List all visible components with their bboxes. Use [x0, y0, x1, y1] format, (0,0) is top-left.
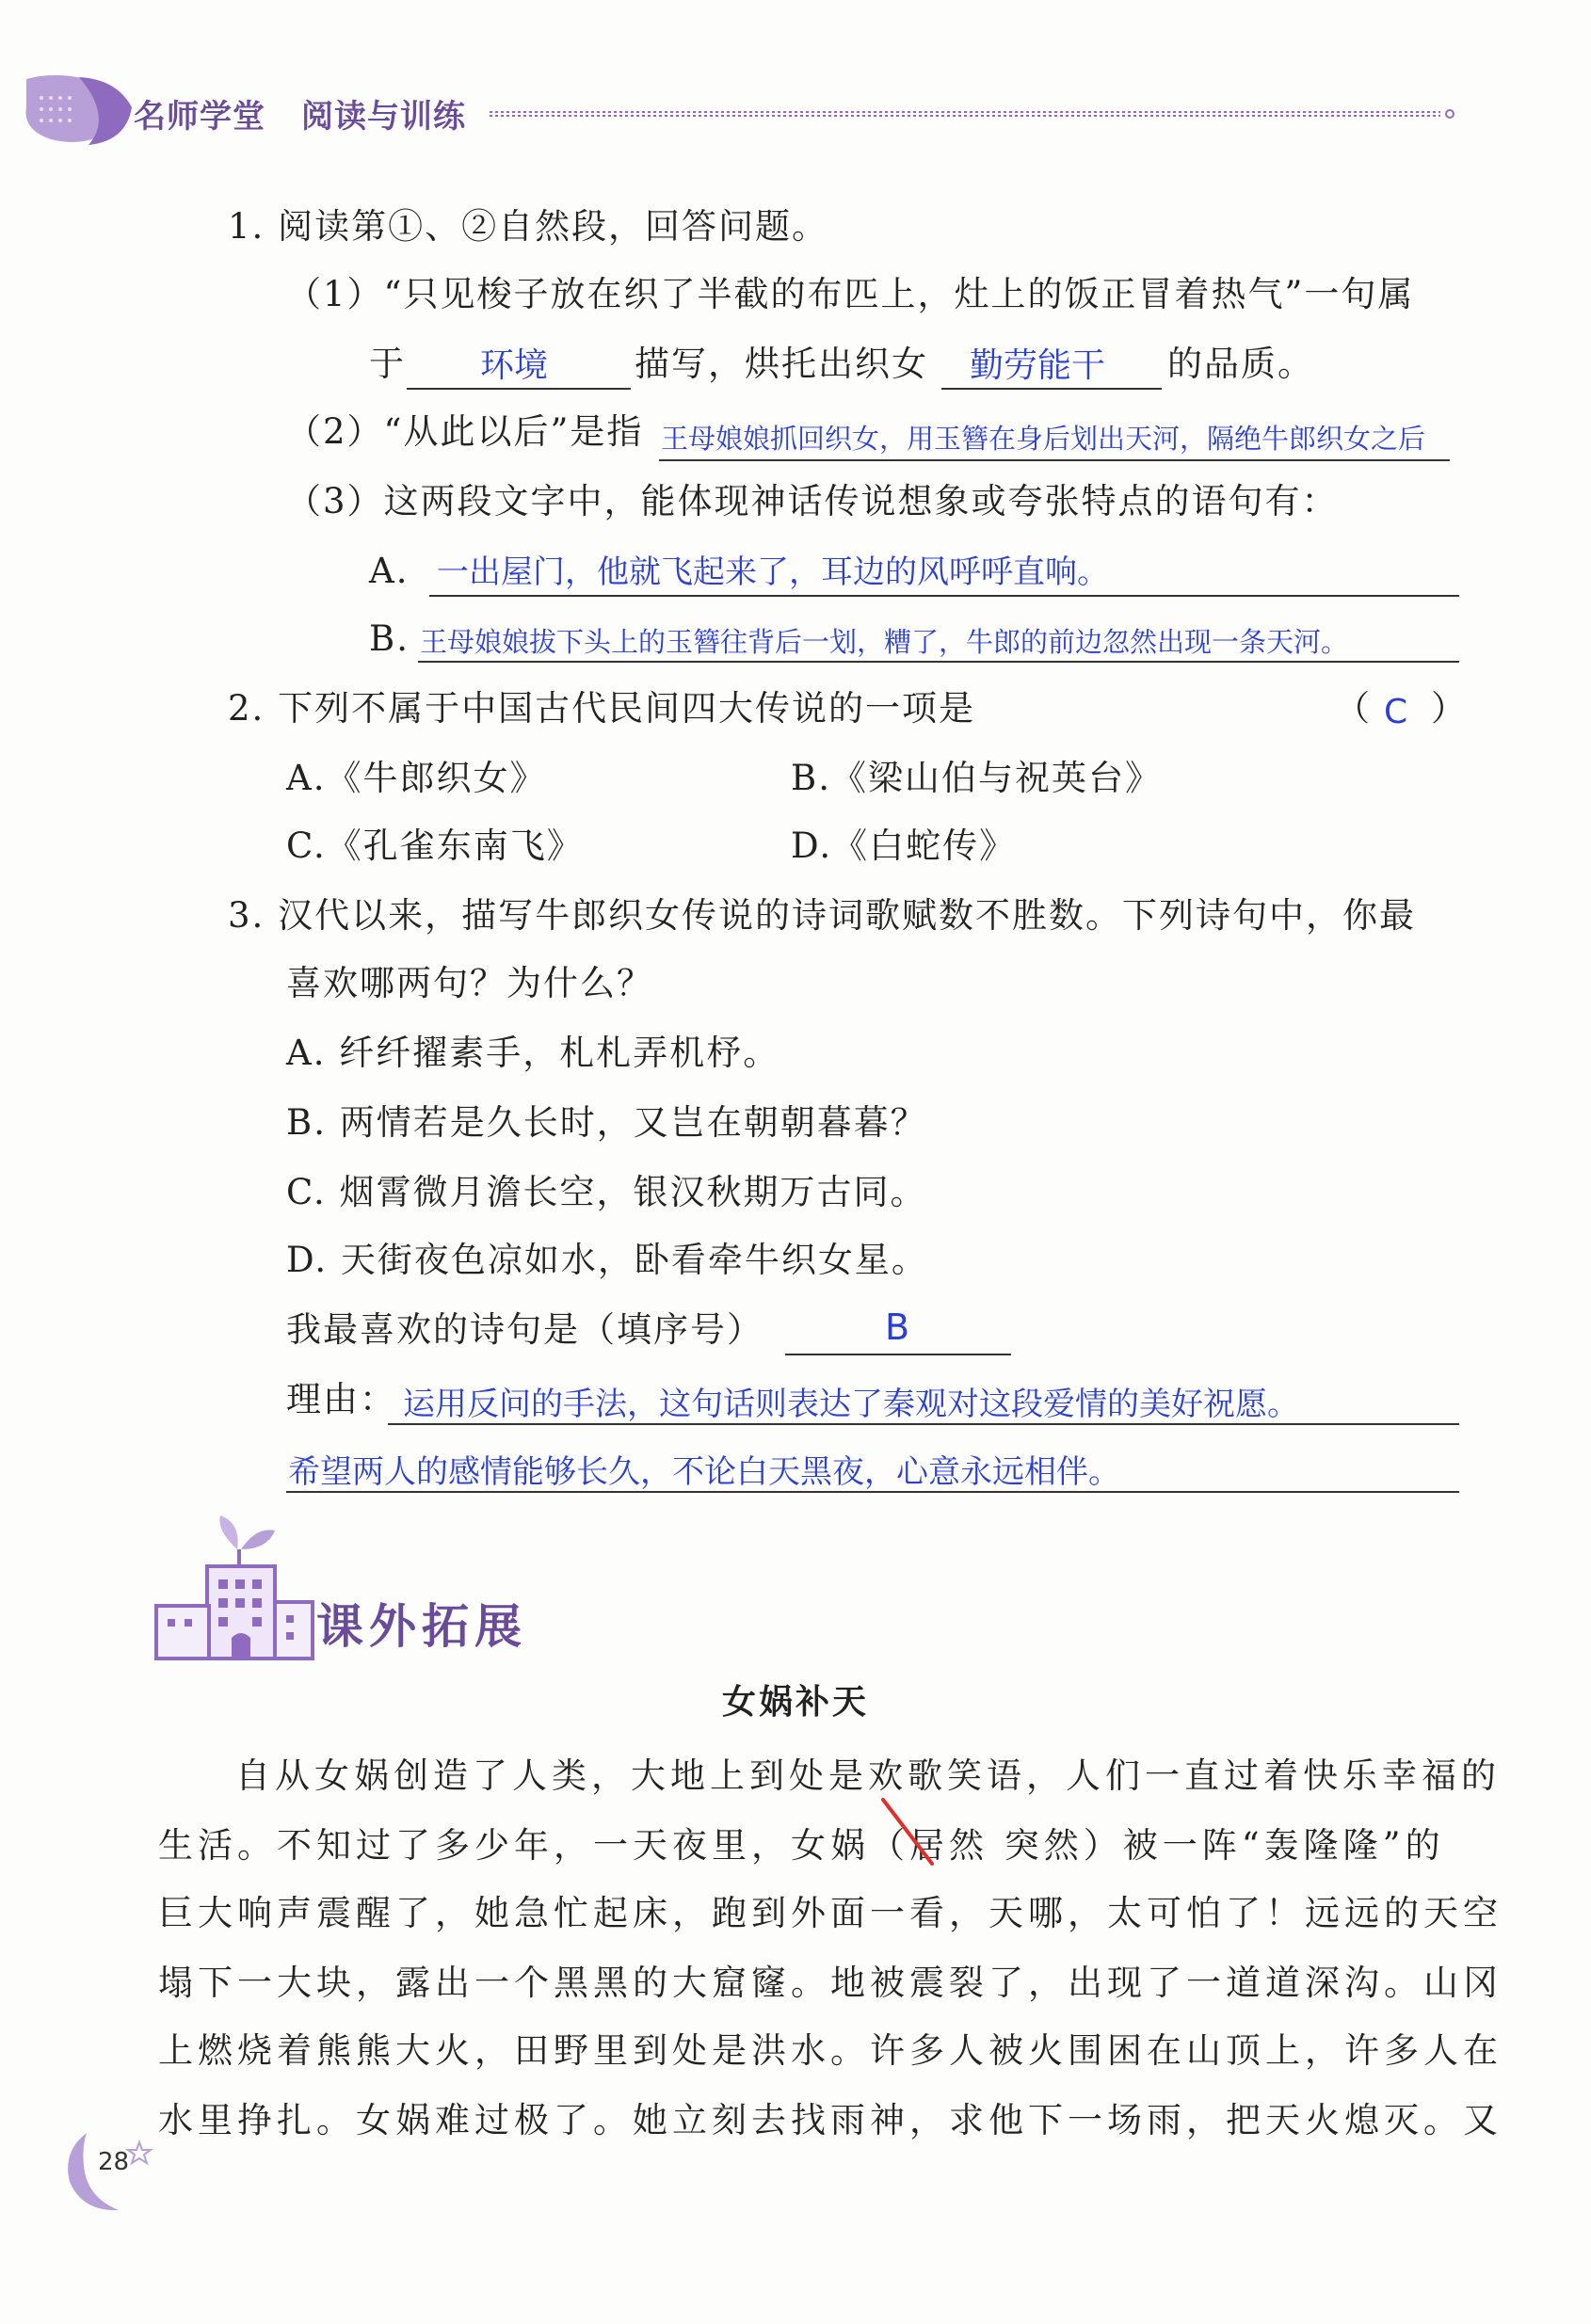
q1-part1-answer2: 勤劳能干: [970, 346, 1106, 385]
q2-answer: C: [1384, 693, 1408, 731]
header-rule: [490, 109, 1459, 119]
section-title: 课外拓展: [316, 1599, 527, 1654]
header-ribbon-icon: [23, 70, 134, 149]
q1-part3-b-answer: 王母娘娘拔下头上的玉簪往背后一划，糟了，牛郎的前边忽然出现一条天河。: [420, 626, 1349, 658]
q1-part1-suffix: 的品质。: [1167, 344, 1314, 384]
q2-paren-close: ）: [1431, 688, 1468, 729]
q1-part2-answer: 王母娘娘抓回织女，用玉簪在身后划出天河，隔绝牛郎织女之后: [661, 423, 1426, 455]
story-line-1: 自从女娲创造了人类，大地上到处是欢歌笑语，人们一直过着快乐幸福的: [235, 1755, 1501, 1796]
q1-part3-b-label: B.: [369, 618, 410, 659]
q3-reason-answer2: 希望两人的感情能够长久，不论白天黑夜，心意永远相伴。: [288, 1453, 1120, 1491]
q3-fav-blank: [785, 1354, 1011, 1355]
story-line-6: 水里挣扎。女娲难过极了。她立刻去找雨神，求他下一场雨，把天火熄灭。又: [158, 2100, 1503, 2140]
q1-part1-line1: （1）“只见梭子放在织了半截的布匹上，灶上的饭正冒着热气”一句属: [286, 274, 1415, 314]
q3-option-d: D. 天街夜色凉如水，卧看牵牛织女星。: [286, 1240, 928, 1280]
q1-part1-answer1: 环境: [480, 346, 549, 385]
q2-paren-open: （: [1335, 688, 1372, 729]
strike-mark-icon: [876, 1794, 941, 1869]
q1-part1-prefix: 于: [369, 344, 406, 384]
q1-part2-prefix: （2）“从此以后”是指: [286, 411, 644, 452]
story-line-5: 上燃烧着熊熊大火，田野里到处是洪水。许多人被火围困在山顶上，许多人在: [158, 2030, 1503, 2071]
q3-reason-label: 理由：: [286, 1379, 396, 1419]
q1-part3-a-answer: 一出屋门，他就飞起来了，耳边的风呼呼直响。: [437, 553, 1109, 591]
header-series: 名师学堂: [134, 98, 265, 136]
q3-option-c: C. 烟霄微月澹长空，银汉秋期万古同。: [286, 1172, 927, 1212]
q2-option-c: C.《孔雀东南飞》: [286, 825, 584, 866]
q1-part2-blank: [659, 459, 1450, 461]
page-number: 28: [98, 2148, 130, 2176]
q3-fav-label: 我最喜欢的诗句是（填序号）: [286, 1309, 763, 1350]
q1-part3-line: （3）这两段文字中，能体现神话传说想象或夸张特点的语句有：: [286, 481, 1339, 521]
q2-option-a: A.《牛郎织女》: [286, 758, 547, 798]
story-line-2: 生活。不知过了多少年，一天夜里，女娲（居然 突然）被一阵“轰隆隆”的: [158, 1825, 1445, 1866]
q3-stem-line1: 3. 汉代以来，描写牛郎织女传说的诗词歌赋数不胜数。下列诗句中，你最: [228, 895, 1417, 936]
q1-part3-b-blank: [418, 661, 1459, 663]
q1-part3-a-blank: [429, 595, 1459, 597]
story-line-4: 塌下一大块，露出一个黑黑的大窟窿。地被震裂了，出现了一道道深沟。山冈: [158, 1963, 1503, 2003]
q1-part3-a-label: A.: [369, 551, 410, 591]
q3-option-b: B. 两情若是久长时，又岂在朝朝暮暮？: [286, 1102, 927, 1143]
q1-part1-blank1: [407, 388, 631, 390]
story-title: 女娲补天: [721, 1683, 869, 1722]
q1-stem: 1. 阅读第①、②自然段，回答问题。: [228, 206, 829, 247]
q2-option-b: B.《梁山伯与祝英台》: [791, 758, 1162, 798]
q2-option-d: D.《白蛇传》: [791, 825, 1017, 866]
q3-stem-line2: 喜欢哪两句？为什么？: [286, 963, 653, 1003]
story-line-3: 巨大响声震醒了，她急忙起床，跑到外面一看，天哪，太可怕了！远远的天空: [158, 1893, 1503, 1933]
q2-stem: 2. 下列不属于中国古代民间四大传说的一项是: [228, 688, 976, 729]
q3-option-a: A. 纤纤擢素手，札札弄机杼。: [286, 1033, 780, 1073]
header-title: 阅读与训练: [301, 98, 466, 136]
building-sprout-icon: [151, 1512, 320, 1662]
q3-fav-answer: B: [885, 1306, 910, 1348]
q1-part1-blank2: [941, 388, 1162, 390]
q1-part1-mid: 描写，烘托出织女: [635, 344, 928, 384]
q3-reason-answer1: 运用反问的手法，这句话则表达了秦观对这段爱情的美好祝愿。: [403, 1386, 1299, 1423]
